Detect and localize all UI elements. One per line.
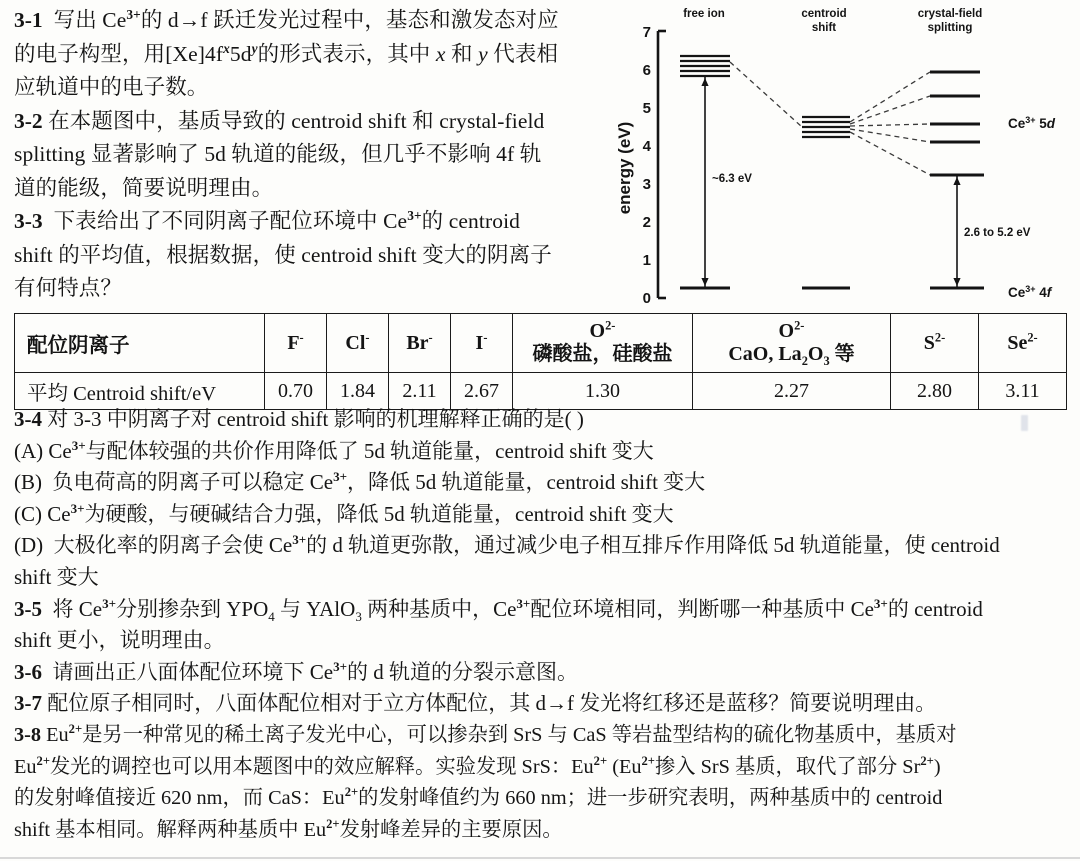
free-ion-transition-arrow [701,76,708,288]
level-connectors [730,62,930,175]
connector-freeion-to-centroid [730,62,802,127]
header-crystal-field-l1: crystal-field [917,8,983,20]
connector-centroid-to-cfs-1 [850,72,930,122]
table-value-Br: 2.11 [389,373,451,410]
right-labels [1008,115,1056,300]
question-3-3-line-1 [14,205,614,239]
question-3-4-line [14,404,1070,436]
question-3-7-text: 配位原子相同时，八面体配位相对于立方体配位，其 d→f 发光将红移还是蓝移？简要说明理由。 [47,691,937,716]
question-3-8-text-1: $Eu^{2+}$是另一种常见的稀土离子发光中心，可以掺杂到 SrS 与 CaS 等岩盐型结构的硫化物基质中，基质对 [46,722,957,746]
ytick-5: 5 [642,100,651,117]
table-col-Br: Br- [389,314,451,373]
question-3-2-line-3: 道的能级，简要说明理由。 [14,175,274,200]
question-3-5-number: 3-5 [14,596,42,621]
header-free-ion: free ion [683,8,725,20]
table-value-I: 2.67 [451,373,513,410]
question-3-5-text-1: 将 $Ce^{3+}$分别掺杂到 $YPO_4$ 与 YAlO$_3$ 两种基质中，$Ce^{3+}$配位环境相同，判断哪一种基质中 $Ce^{3+}$的 centroid [47,595,983,624]
centroid-shift-5d-manifold [802,117,850,137]
connector-centroid-to-cfs-2 [850,96,930,124]
question-3-5-line-2: shift 更小，说明理由。 [14,628,225,653]
ytick-4: 4 [642,138,651,155]
question-3-7-number: 3-7 [14,691,42,716]
table-col-S: $S^{2-}$ [891,314,979,373]
chart-ink [615,8,1056,307]
connector-centroid-to-cfs-3 [850,124,930,126]
questions-top-block [14,4,614,306]
question-3-1-line-3: 应轨道中的电子数。 [14,75,209,99]
page-bottom-edge [0,857,1080,859]
question-3-7-line [14,688,1070,720]
option-B-label: (B) [14,470,42,495]
centroid-shift-table-wrapper [14,313,1066,410]
option-A [14,436,1070,468]
question-3-2-text-1: 在本题图中，基质导致的 centroid shift 和 crystal-field [48,108,545,133]
table-value-O-oxide: 2.27 [693,373,891,410]
option-C-text: $Ce^{3+}$为硬酸，与硬碱结合力强，降低 5d 轨道能量，centroid shift 变大 [47,500,674,526]
y-tick-labels [643,24,652,307]
question-3-6-text: 请画出正八面体配位环境下 $Ce^{3+}$的 d 轨道的分裂示意图。 [47,658,579,684]
option-C [14,499,1070,531]
table-value-F: 0.70 [265,373,327,410]
ytick-7: 7 [642,24,651,41]
question-3-8-number: 3-8 [14,723,42,746]
ytick-6: 6 [642,62,651,79]
question-3-4-number: 3-4 [14,407,42,431]
question-3-8-line-3: 的发射峰值接近 620 nm，而 CaS：$Eu^{2+}$的发射峰值约为 660 nm；进一步研究表明，两种基质中的 centroid [14,785,943,810]
question-3-3-number: 3-3 [14,209,43,233]
ytick-1: 1 [642,252,651,269]
crystal-field-transition-arrow [953,175,960,288]
table-value-Se: 3.11 [979,373,1067,410]
question-3-2-line-2: splitting 显著影响了 5d 轨道的能级，但几乎不影响 4f 轨 [14,142,542,166]
option-B-text: 负电荷高的阴离子可以稳定 $Ce^{3+}$，降低 5d 轨道能量，centroid shift 变大 [47,469,706,495]
option-A-text: $Ce^{3+}$与配体较强的共价作用降低了 5d 轨道能量，centroid shift 变大 [48,437,654,463]
ytick-0: 0 [642,290,651,307]
question-3-5-line-1 [14,594,1070,626]
centroid-shift-table [14,313,1067,410]
option-C-label: (C) [14,501,42,526]
option-D-line-1 [14,530,1070,562]
question-3-1-text-1: 写出 $Ce^{3+}$的 d→f 跃迁发光过程中，基态和激发态对应 [48,6,559,32]
table-value-S: 2.80 [891,373,979,410]
header-centroid-shift-l2: shift [811,22,837,34]
top-section [0,0,1080,306]
crystal-field-5d-levels [930,72,984,175]
question-3-8-line-4: shift 基本相同。解释两种基质中 $Eu^{2+}$发射峰差异的主要原因。 [14,816,563,841]
ytick-2: 2 [642,214,651,231]
question-3-1-number: 3-1 [14,8,43,32]
table-col-O-phosphate: $O^{2-}$ 磷酸盐，硅酸盐 [513,314,693,373]
question-3-3-line-2: shift 的平均值，根据数据，使 centroid shift 变大的阴离子 [14,242,552,267]
question-3-3-text-1: 下表给出了不同阴离子配位环境中 $Ce^{3+}$的 centroid [48,207,520,233]
table-col-Se: $Se^{2-}$ [979,314,1067,373]
table-value-Cl: 1.84 [327,373,389,410]
table-header-row [15,314,1067,373]
question-3-8-line-1 [14,720,1070,752]
header-crystal-field-l2: splitting [927,22,973,34]
table-col-O-oxide: $O^{2-}$ CaO, $La_2O_3$ 等 [693,314,891,373]
connector-centroid-to-cfs-5 [850,132,930,175]
question-3-2-number: 3-2 [14,108,43,133]
questions-bottom-block [14,404,1070,846]
question-3-4-text: 对 3-3 中阴离子对 centroid shift 影响的机理解释正确的是( ) [47,407,584,431]
free-ion-5d-manifold [680,56,730,76]
annotation-free-ion-gap: ~6.3 eV [712,173,752,185]
table-rowhead-average: 平均 Centroid shift/eV [15,373,265,410]
column-headers [683,8,982,34]
table-rowhead-anion: 配位阴离子 [15,314,265,373]
table-col-I: I- [451,314,513,373]
connector-centroid-to-cfs-4 [850,129,930,142]
option-D-line-2: shift 变大 [14,564,99,589]
question-3-8-line-2: $Eu^{2+}$发光的调控也可以用本题图中的效应解释。实验发现 SrS：$Eu^{2+}$ ($Eu^{2+}$掺入 SrS 基质，取代了部分 $Sr^{2+}$) [14,753,941,778]
question-3-1-line-2: 的电子构型，用$[Xe]4f^x5d^y$的形式表示，其中 x 和 y 代表相 [14,40,559,66]
table-col-Cl: Cl- [327,314,389,373]
ytick-3: 3 [642,176,651,193]
question-3-6-number: 3-6 [14,659,42,684]
question-3-3-line-3: 有何特点？ [14,276,123,300]
question-3-2-line-1 [14,105,614,139]
option-A-label: (A) [14,438,44,463]
label-ce-4f: $Ce^{3+}$ 4f [1008,284,1052,300]
question-3-1-line-1 [14,4,614,38]
table-value-O-phosphate: 1.30 [513,373,693,410]
option-D-text-1: 大极化率的阴离子会使 $Ce^{3+}$的 d 轨道更弥散，通过减少电子相互排斥作用降低 5d 轨道能量，使 centroid [48,532,1000,558]
y-axis-title: energy (eV) [615,121,634,215]
option-D-label: (D) [14,533,44,558]
header-centroid-shift-l1: centroid [801,8,847,20]
question-3-6-line [14,657,1070,689]
option-B [14,467,1070,499]
annotation-cfs-gap: 2.6 to 5.2 eV [964,227,1031,239]
table-col-F: F- [265,314,327,373]
energy-level-diagram [612,0,1080,312]
label-ce-5d: $Ce^{3+}$ 5d [1008,115,1056,131]
